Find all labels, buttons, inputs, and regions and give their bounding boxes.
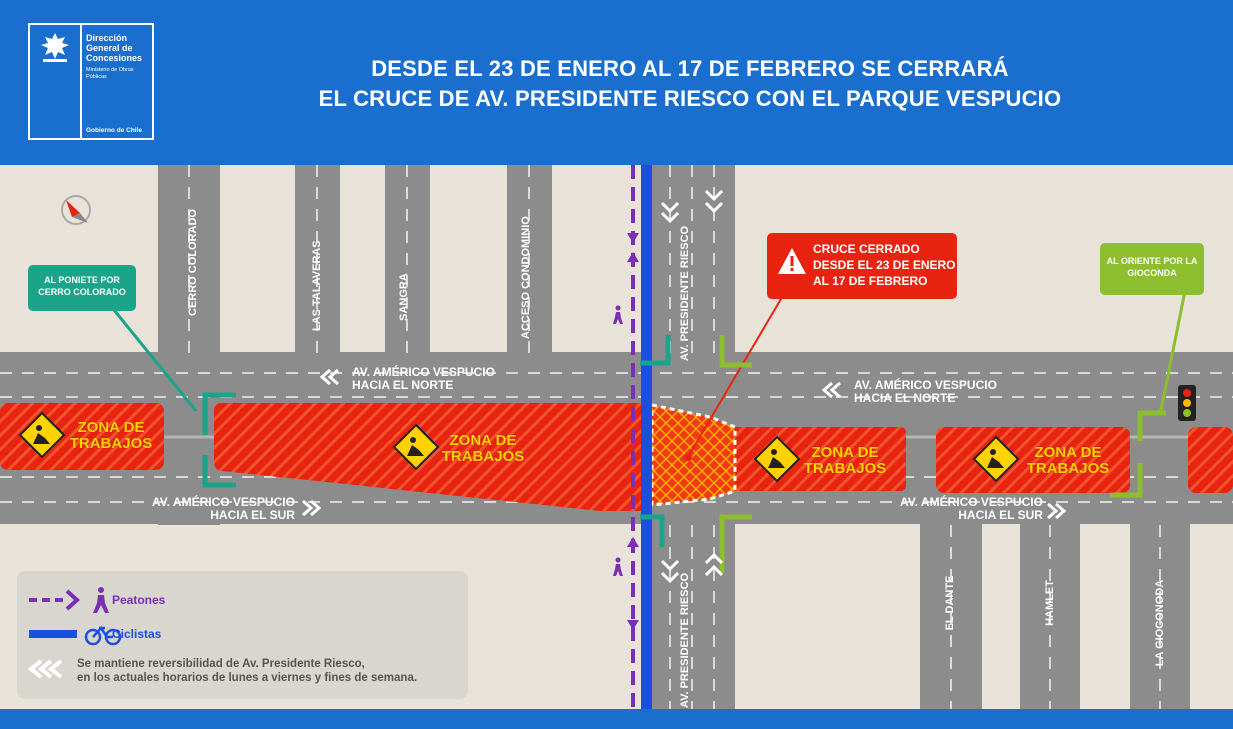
vespucio-norte-label-right: AV. AMÉRICO VESPUCIO HACIA EL NORTE bbox=[854, 378, 997, 405]
logo-ministry: Ministerio de Obras Públicas bbox=[86, 67, 134, 80]
closed-line-2: DESDE EL 23 DE ENERO bbox=[813, 258, 956, 272]
vespucio-norte-label-left: AV. AMÉRICO VESPUCIO HACIA EL NORTE bbox=[352, 365, 495, 392]
headline-line-2: EL CRUCE DE AV. PRESIDENTE RIESCO CON EL PARQUE VESPUCIO bbox=[318, 86, 1062, 111]
work-zone-5 bbox=[1188, 427, 1233, 493]
street-label-cerro-colorado: CERRO COLORADO bbox=[187, 209, 199, 316]
vespucio-sur-label-right: AV. AMÉRICO VESPUCIO HACIA EL SUR bbox=[900, 495, 1043, 522]
zone-label-4: ZONA DE TRABAJOS bbox=[1026, 444, 1110, 477]
street-label-la-gioconda: LA GIOCONODA bbox=[1154, 579, 1166, 667]
page-title bbox=[240, 54, 1140, 114]
worker-sign-icon bbox=[753, 435, 801, 483]
closed-line-3: AL 17 DE FEBRERO bbox=[813, 274, 928, 288]
street-label-hamlet: HAMLET bbox=[1044, 580, 1056, 626]
closed-line-1: CRUCE CERRADO bbox=[813, 242, 920, 256]
legend-cyclists: Ciclistas bbox=[112, 627, 162, 641]
pedestrian-icon bbox=[611, 305, 625, 325]
zone-label-1: ZONA DE TRABAJOS bbox=[69, 419, 153, 452]
pedestrian-icon bbox=[611, 557, 625, 577]
callout-closed-crossing bbox=[767, 233, 957, 299]
bicycle-icon bbox=[27, 623, 122, 647]
worker-sign-icon bbox=[972, 435, 1020, 483]
emblem-icon bbox=[35, 31, 75, 65]
street-label-sangra: SANGRA bbox=[398, 273, 410, 321]
government-logo bbox=[28, 23, 154, 140]
callout-oriente: AL ORIENTE POR LA GIOCONDA bbox=[1100, 243, 1204, 295]
header-banner bbox=[0, 0, 1233, 165]
reversible-arrows-icon bbox=[27, 657, 71, 681]
bike-lane bbox=[641, 165, 652, 709]
street-label-presidente-riesco-top: AV. PRESIDENTE RIESCO bbox=[679, 225, 691, 361]
headline-line-1: DESDE EL 23 DE ENERO AL 17 DE FEBRERO SE CERRARÁ bbox=[371, 56, 1009, 81]
zone-label-2: ZONA DE TRABAJOS bbox=[441, 432, 525, 465]
legend-pedestrians: Peatones bbox=[112, 593, 166, 607]
street-label-presidente-riesco-bottom: AV. PRESIDENTE RIESCO bbox=[679, 572, 691, 708]
traffic-light-icon bbox=[1178, 385, 1196, 421]
worker-sign-icon bbox=[18, 411, 66, 459]
legend bbox=[17, 571, 468, 699]
street-label-acceso-condominio: ACCESO CONDOMINIO bbox=[520, 216, 532, 339]
zone-label-3: ZONA DE TRABAJOS bbox=[803, 444, 887, 477]
warning-icon bbox=[777, 247, 807, 275]
pedestrian-legend-icon bbox=[27, 585, 122, 615]
compass-icon bbox=[62, 196, 90, 224]
legend-note: Se mantiene reversibilidad de Av. Presidente Riesco, en los actuales horarios de lunes a viernes y fines de semana. bbox=[77, 658, 418, 684]
street-label-el-dante: EL DANTE bbox=[944, 575, 956, 631]
street-label-las-talaveras: LAS TALAVERAS bbox=[311, 240, 323, 331]
footer-banner bbox=[0, 709, 1233, 729]
callout-poniente: AL PONIETE POR CERRO COLORADO bbox=[28, 265, 136, 311]
logo-org: Dirección General de Concesiones bbox=[86, 33, 143, 63]
logo-government: Gobierno de Chile bbox=[86, 127, 142, 134]
worker-sign-icon bbox=[392, 423, 440, 471]
vespucio-sur-label-left: AV. AMÉRICO VESPUCIO HACIA EL SUR bbox=[152, 495, 295, 522]
